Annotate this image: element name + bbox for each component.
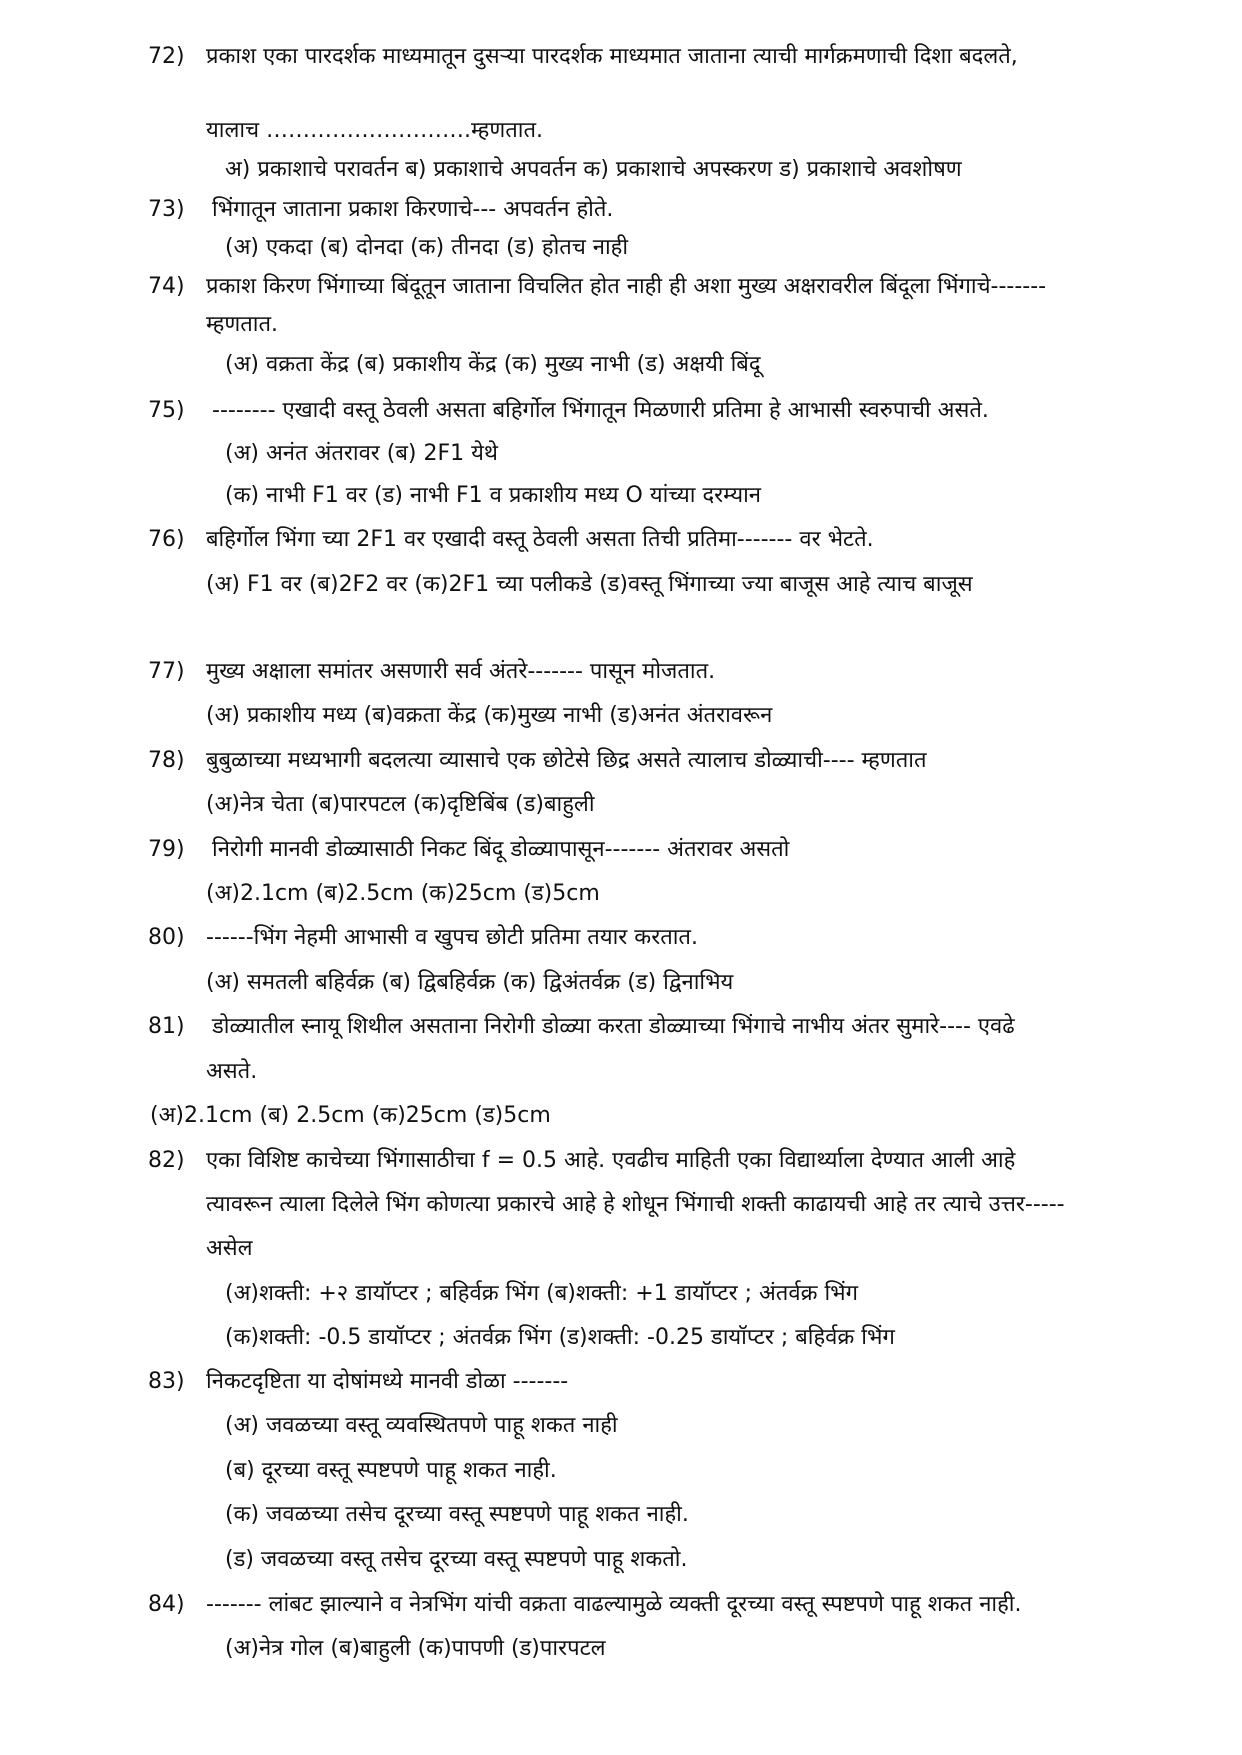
question-options: (अ) जवळच्या वस्तू व्यवस्थितपणे पाहू शकत नाही — [225, 1413, 618, 1438]
question-text: ------- लांबट झाल्याने व नेत्रभिंग यांची वक्रता वाढल्यामुळे व्यक्ती दूरच्या वस्तू स्पष्टपणे पाहू शकत नाही. — [206, 1592, 1022, 1617]
question-number: 84) — [148, 1592, 185, 1617]
question-number: 82) — [148, 1148, 185, 1173]
question-text: ------भिंग नेहमी आभासी व खुपच छोटी प्रतिमा तयार करतात. — [206, 925, 698, 950]
question-text: डोळ्यातील स्नायू शिथील असताना निरोगी डोळ्या करता डोळ्याच्या भिंगाचे नाभीय अंतर सुमारे---- एवढे — [212, 1014, 1015, 1039]
question-options: (क)शक्ती: -0.5 डायॉप्टर ; अंतर्वक्र भिंग (ड)शक्ती: -0.25 डायॉप्टर ; बहिर्वक्र भिंग — [225, 1325, 895, 1350]
question-options: अ) प्रकाशाचे परावर्तन ब) प्रकाशाचे अपवर्तन क) प्रकाशाचे अपस्करण ड) प्रकाशाचे अवशोषण — [225, 157, 962, 182]
question-text: बुबुळाच्या मध्यभागी बदलत्या व्यासाचे एक छोटेसे छिद्र असते त्यालाच डोळ्याची---- म्हणतात — [206, 748, 927, 773]
question-options: (अ) अनंत अंतरावर (ब) 2F1 येथे — [225, 441, 498, 466]
question-options: (अ)नेत्र गोल (ब)बाहुली (क)पापणी (ड)पारपटल — [225, 1636, 606, 1661]
question-text-continued: असते. — [206, 1059, 258, 1084]
question-number: 77) — [148, 659, 185, 684]
question-options: (अ)2.1cm (ब) 2.5cm (क)25cm (ड)5cm — [150, 1103, 551, 1128]
question-number: 75) — [148, 398, 185, 423]
question-number: 81) — [148, 1014, 185, 1039]
question-options: (क) जवळच्या तसेच दूरच्या वस्तू स्पष्टपणे पाहू शकत नाही. — [225, 1502, 689, 1527]
question-options: (अ) एकदा (ब) दोनदा (क) तीनदा (ड) होतच नाही — [225, 235, 629, 260]
question-options: (अ) वक्रता केंद्र (ब) प्रकाशीय केंद्र (क) मुख्य नाभी (ड) अक्षयी बिंदू — [225, 352, 761, 377]
question-text: बहिर्गोल भिंगा च्या 2F1 वर एखादी वस्तू ठेवली असता तिची प्रतिमा------- वर भेटते. — [206, 527, 874, 552]
question-options: (अ) समतली बहिर्वक्र (ब) द्विबहिर्वक्र (क) द्विअंतर्वक्र (ड) द्विनाभिय — [206, 970, 734, 995]
question-options: (अ)शक्ती: +२ डायॉप्टर ; बहिर्वक्र भिंग (ब)शक्ती: +1 डायॉप्टर ; अंतर्वक्र भिंग — [225, 1281, 859, 1306]
question-number: 80) — [148, 925, 185, 950]
question-options: (अ)2.1cm (ब)2.5cm (क)25cm (ड)5cm — [206, 881, 600, 906]
question-number: 72) — [148, 44, 185, 69]
question-options: (ब) दूरच्या वस्तू स्पष्टपणे पाहू शकत नाही. — [225, 1458, 557, 1483]
question-text: निकटदृष्टिता या दोषांमध्ये मानवी डोळा ------- — [206, 1369, 569, 1394]
question-text-continued: त्यावरून त्याला दिलेले भिंग कोणत्या प्रकारचे आहे हे शोधून भिंगाची शक्ती काढायची आहे तर त्याचे उत्तर----- — [206, 1192, 1065, 1217]
question-number: 76) — [148, 527, 185, 552]
question-options: (अ)नेत्र चेता (ब)पारपटल (क)दृष्टिबिंब (ड)बाहुली — [206, 792, 595, 817]
question-text: भिंगातून जाताना प्रकाश किरणाचे--- अपवर्तन होते. — [212, 197, 614, 222]
question-text: मुख्य अक्षाला समांतर असणारी सर्व अंतरे------- पासून मोजतात. — [206, 659, 716, 684]
question-number: 73) — [148, 197, 185, 222]
question-text: प्रकाश किरण भिंगाच्या बिंदूतून जाताना विचलित होत नाही ही अशा मुख्य अक्षरावरील बिंदूला भिंगाचे------- — [206, 274, 1047, 299]
question-options: (अ) प्रकाशीय मध्य (ब)वक्रता केंद्र (क)मुख्य नाभी (ड)अनंत अंतरावरून — [206, 703, 773, 728]
question-number: 78) — [148, 748, 185, 773]
question-text: प्रकाश एका पारदर्शक माध्यमातून दुसऱ्या पारदर्शक माध्यमात जाताना त्याची मार्गक्रमणाची दिशा बदलते, — [206, 44, 1018, 69]
question-number: 79) — [148, 837, 185, 862]
question-options: (अ) F1 वर (ब)2F2 वर (क)2F1 च्या पलीकडे (ड)वस्तू भिंगाच्या ज्या बाजूस आहे त्याच बाजूस — [206, 572, 973, 597]
question-text-continued: म्हणतात. — [206, 312, 279, 337]
question-text-continued: यालाच ……………………….म्हणतात. — [206, 118, 544, 143]
question-text-continued: असेल — [206, 1236, 253, 1261]
question-options: (ड) जवळच्या वस्तू तसेच दूरच्या वस्तू स्पष्टपणे पाहू शकतो. — [225, 1547, 688, 1572]
question-text: -------- एखादी वस्तू ठेवली असता बहिर्गोल भिंगातून मिळणारी प्रतिमा हे आभासी स्वरुपाची असते. — [212, 398, 989, 423]
question-number: 83) — [148, 1369, 185, 1394]
question-number: 74) — [148, 274, 185, 299]
question-options: (क) नाभी F1 वर (ड) नाभी F1 व प्रकाशीय मध्य O यांच्या दरम्यान — [225, 483, 761, 508]
question-text: निरोगी मानवी डोळ्यासाठी निकट बिंदू डोळ्यापासून------- अंतरावर असतो — [212, 837, 790, 862]
question-text: एका विशिष्ट काचेच्या भिंगासाठीचा f = 0.5 आहे. एवढीच माहिती एका विद्यार्थ्याला देण्यात आली आहे — [206, 1148, 1016, 1173]
